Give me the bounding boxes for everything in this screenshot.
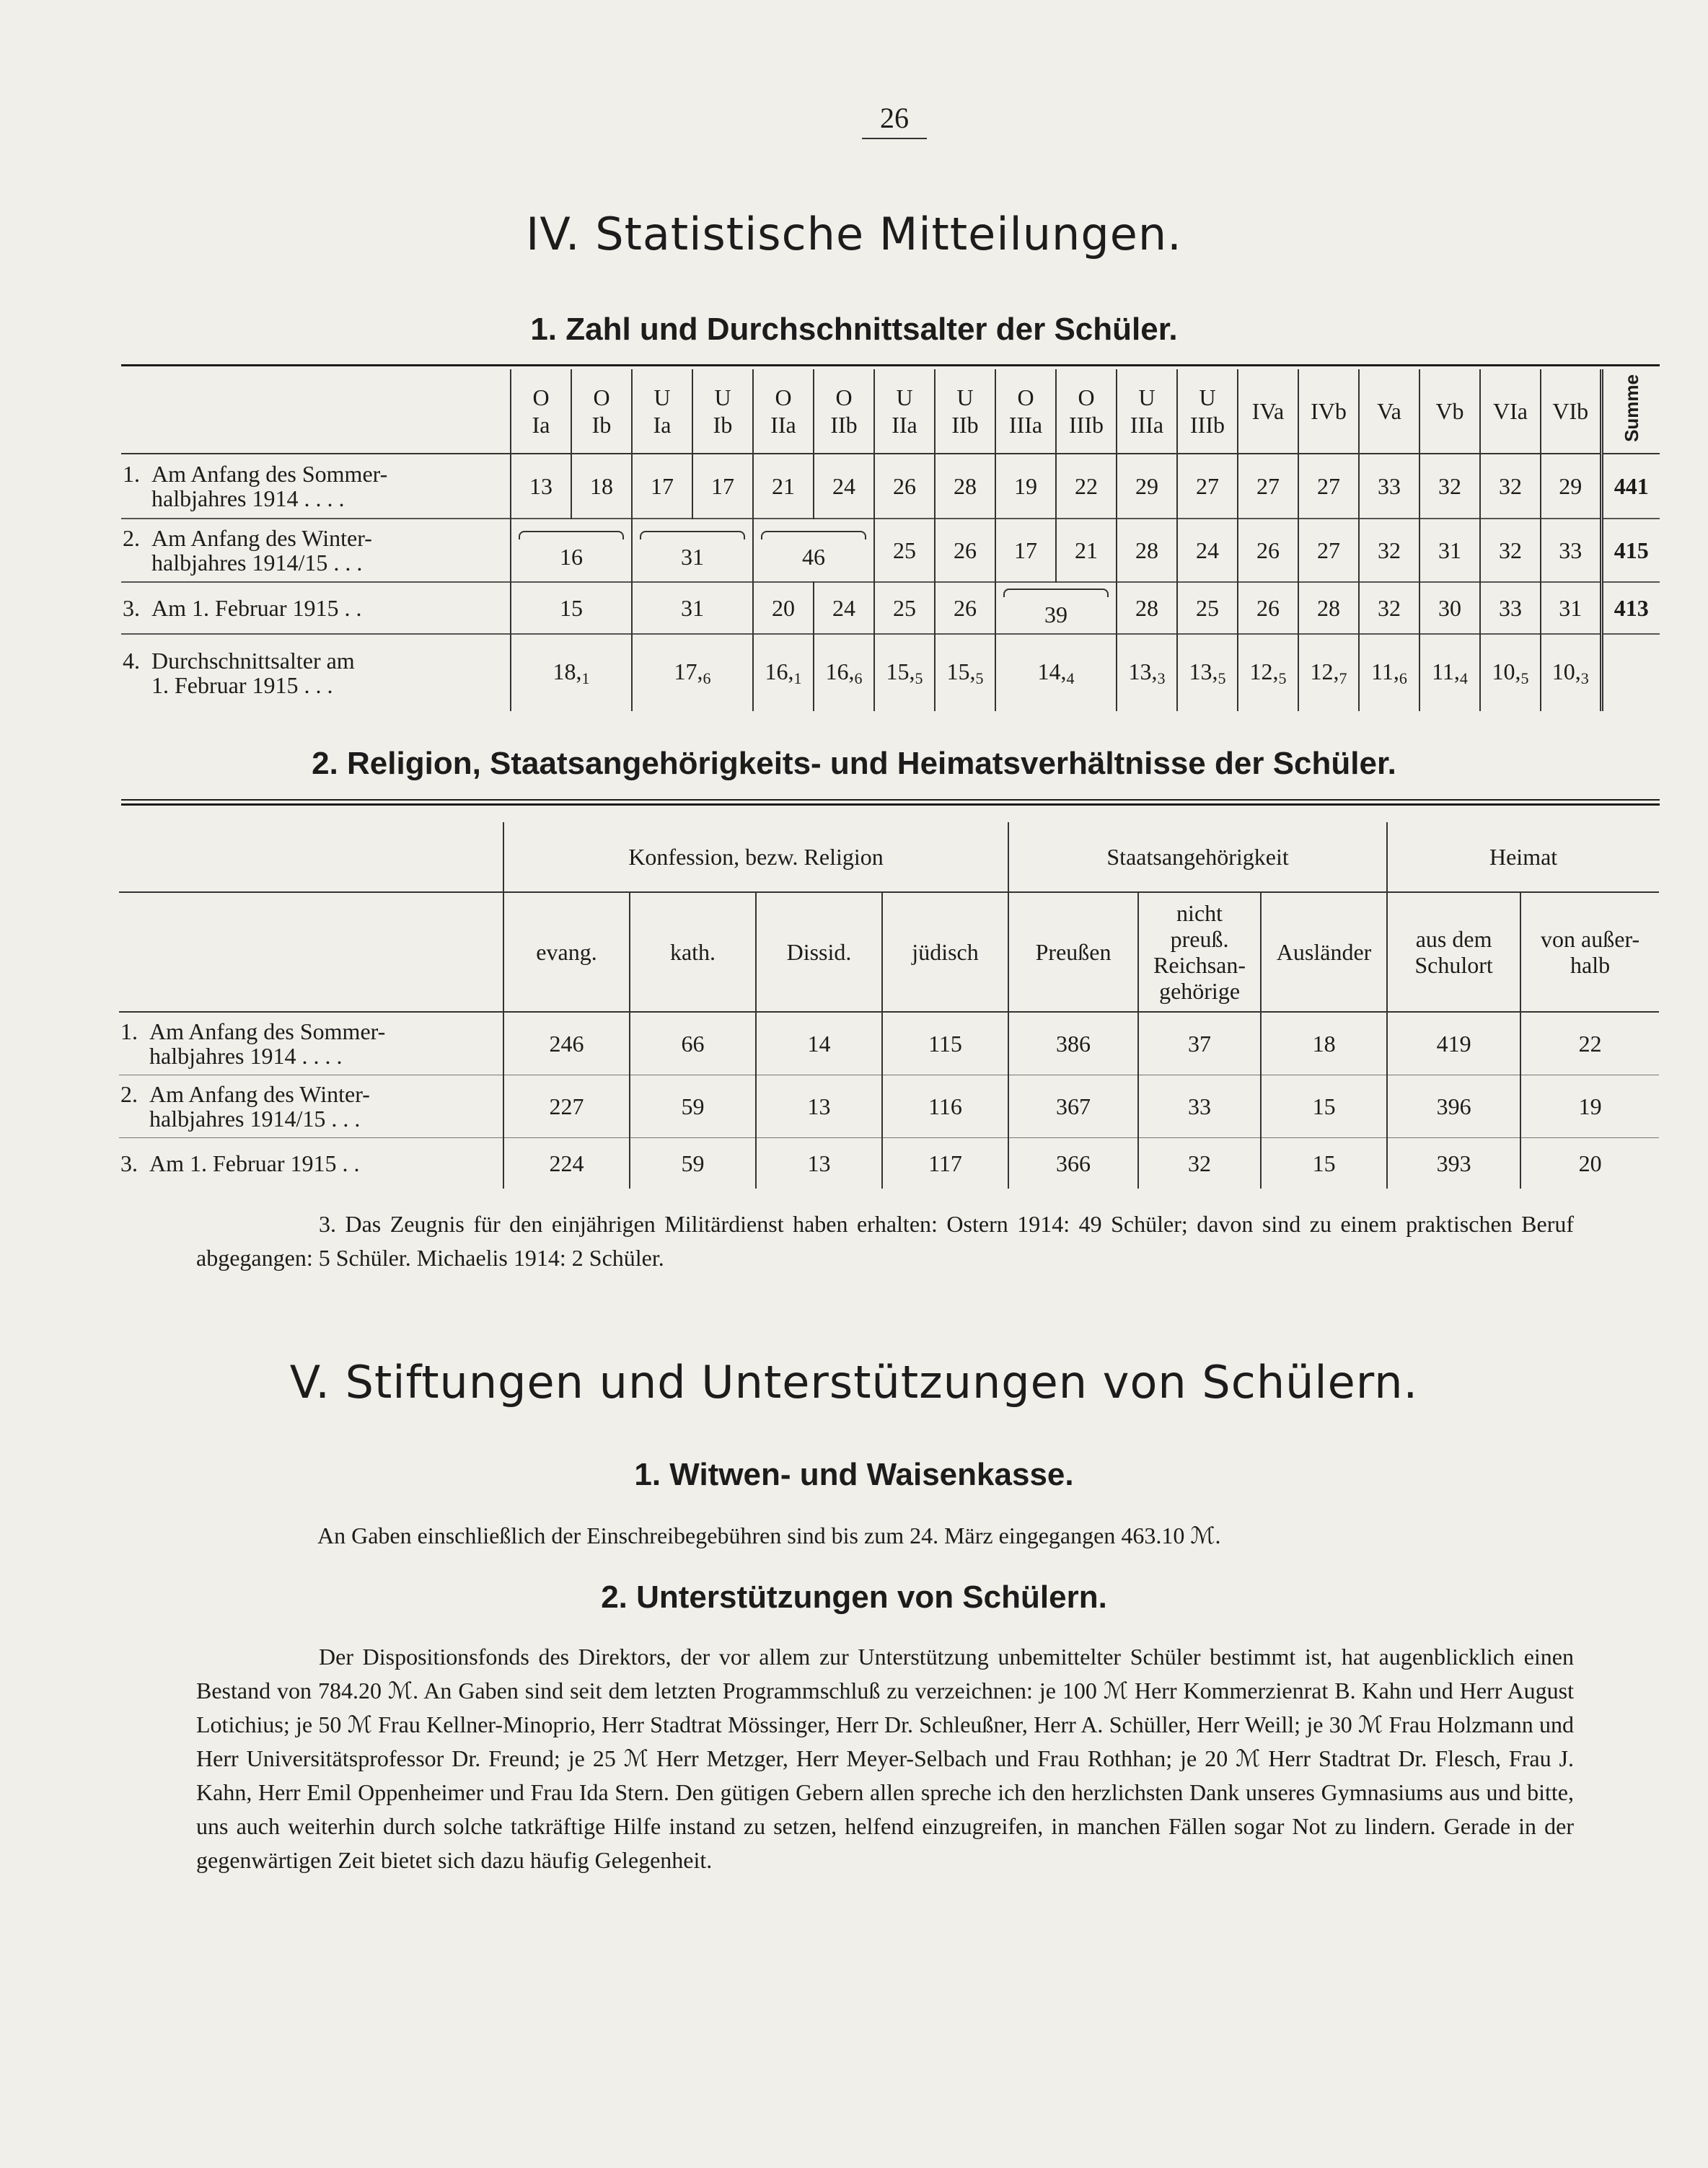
- age-cell: $12,_5$: [1238, 634, 1298, 711]
- cell: 115: [882, 1012, 1008, 1075]
- cell: 20: [753, 582, 814, 634]
- cell: 59: [630, 1138, 756, 1189]
- age-cell: $15,_5$: [935, 634, 995, 711]
- cell: 14: [756, 1012, 882, 1075]
- col-head-OIIb: O IIb: [814, 369, 874, 454]
- col-head-VIa: VIa: [1480, 369, 1541, 454]
- sum-cell: 441: [1601, 454, 1660, 519]
- cell: 27: [1177, 454, 1238, 519]
- cell: 31: [1419, 519, 1480, 582]
- cell: 367: [1008, 1075, 1138, 1138]
- col-head-UIa: U Ia: [632, 369, 692, 454]
- row-label: 3. Am 1. Februar 1915 . .: [123, 595, 362, 621]
- age-cell: $13,_5$: [1177, 634, 1238, 711]
- group-head-heimat: Heimat: [1387, 822, 1659, 892]
- cell: 32: [1419, 454, 1480, 519]
- cell: 15: [1261, 1075, 1387, 1138]
- age-cell: $15,_5$: [874, 634, 935, 711]
- cell: 15: [1261, 1138, 1387, 1189]
- sum-cell: 415: [1601, 519, 1660, 582]
- section-title-statistics: IV. Statistische Mitteilungen.: [526, 208, 1182, 260]
- age-cell: $17,_6$: [632, 634, 753, 711]
- cell-merged: 31: [632, 519, 753, 582]
- cell: 18: [1261, 1012, 1387, 1075]
- table-header-row: [121, 369, 1660, 454]
- table-row: [119, 1138, 1659, 1189]
- table-row: [121, 519, 1660, 582]
- cell: 13: [756, 1138, 882, 1189]
- col-head-auslaender: Ausländer: [1261, 892, 1387, 1012]
- header-blank: [119, 822, 503, 892]
- table-top-rule: [121, 803, 1660, 806]
- col-head-schulort: aus dem Schulort: [1387, 892, 1520, 1012]
- col-head-preussen: Preußen: [1008, 892, 1138, 1012]
- section-title-foundations: V. Stiftungen und Unterstützungen von Schülern.: [289, 1356, 1419, 1409]
- cell: 26: [874, 454, 935, 519]
- cell: 28: [1298, 582, 1359, 634]
- table-row: [121, 454, 1660, 519]
- cell: 28: [1117, 519, 1177, 582]
- cell: 33: [1480, 582, 1541, 634]
- cell: 22: [1056, 454, 1117, 519]
- col-head-summe: Summe: [1601, 369, 1660, 454]
- cell: 32: [1138, 1138, 1261, 1189]
- row-label: 1. Am Anfang des Sommer- halbjahres 1914 . . . .: [119, 1012, 503, 1075]
- cell: 18: [571, 454, 632, 519]
- cell: 32: [1359, 519, 1419, 582]
- cell: 117: [882, 1138, 1008, 1189]
- cell: 27: [1298, 454, 1359, 519]
- col-head-evang: evang.: [503, 892, 630, 1012]
- paragraph-military-certificate: 3. Das Zeugnis für den einjährigen Militärdienst haben erhalten: Ostern 1914: 49 Schüler; davon sind zu einem praktischen Beruf abgegangen: 5 Schüler. Michaelis 1914: 2 Schüler.: [196, 1211, 1574, 1271]
- subsection-title-religion: 2. Religion, Staatsangehörigkeits- und Heimatsverhältnisse der Schüler.: [312, 746, 1396, 781]
- age-cell: $14,_4$: [995, 634, 1117, 711]
- cell-merged: 15: [511, 582, 632, 634]
- cell: 224: [503, 1138, 630, 1189]
- cell: 26: [935, 519, 995, 582]
- religion-citizenship-table: [119, 822, 1659, 1189]
- cell: 393: [1387, 1138, 1520, 1189]
- subsection-title-pupil-count: 1. Zahl und Durchschnittsalter der Schüler.: [530, 312, 1178, 347]
- col-head-OIb: O Ib: [571, 369, 632, 454]
- col-head-ausserhalb: von außer- halb: [1520, 892, 1659, 1012]
- cell: 116: [882, 1075, 1008, 1138]
- row-label: 3. Am 1. Februar 1915 . .: [120, 1150, 360, 1176]
- cell: 21: [1056, 519, 1117, 582]
- age-cell: $13,_3$: [1117, 634, 1177, 711]
- cell: 19: [995, 454, 1056, 519]
- cell: 25: [874, 519, 935, 582]
- paragraph-support: Der Dispositionsfonds des Direktors, der vor allem zur Unterstützung unbemittelter Schüler bestimmt ist, hat augenblicklich einen Bestand von 784.20 ℳ. An Gaben sind seit dem letzten Programmschluß zu verzeichnen: je 100 ℳ Herr Kommerzienrat B. Kahn und Herr August Lotichius; je 50 ℳ Frau Kellner-Minoprio, Herr Stadtrat Mössinger, Herr Dr. Schleußner, Herr A. Schüller, Herr Weill; je 30 ℳ Frau Holzmann und Herr Universitätsprofessor Dr. Freund; je 25 ℳ Herr Metzger, Herr Meyer-Selbach und Frau Rothhan; je 20 ℳ Herr Stadtrat Dr. Flesch, Frau J. Kahn, Herr Emil Oppenheimer und Frau Ida Stern. Den gütigen Gebern allen spreche ich den herzlichsten Dank unseres Gymnasiums aus und bitte, uns auch weiterhin durch solche tatkräftige Hilfe instand zu setzen, helfend einzugreifen, in manchen Fällen sogar Not zu lindern. Gerade in der gegenwärtigen Zeit bietet sich dazu häufig Gelegenheit.: [196, 1644, 1574, 1873]
- cell: 17: [995, 519, 1056, 582]
- col-head-UIIb: U IIb: [935, 369, 995, 454]
- cell: 26: [1238, 519, 1298, 582]
- group-header-row: [119, 822, 1659, 892]
- col-head-IVa: IVa: [1238, 369, 1298, 454]
- age-cell: $10,_5$: [1480, 634, 1541, 711]
- row-label: 2. Am Anfang des Winter- halbjahres 1914/15 . . .: [123, 525, 372, 576]
- cell: 26: [1238, 582, 1298, 634]
- cell: 28: [935, 454, 995, 519]
- cell: 27: [1238, 454, 1298, 519]
- col-head-kath: kath.: [630, 892, 756, 1012]
- col-head-OIIIa: O IIIa: [995, 369, 1056, 454]
- cell: 366: [1008, 1138, 1138, 1189]
- cell: 29: [1117, 454, 1177, 519]
- cell: 29: [1541, 454, 1601, 519]
- header-blank: [119, 892, 503, 1012]
- cell: 26: [935, 582, 995, 634]
- col-head-nicht-preussen: nicht preuß. Reichsan- gehörige: [1138, 892, 1261, 1012]
- col-head-UIIa: U IIa: [874, 369, 935, 454]
- age-cell: $16,_1$: [753, 634, 814, 711]
- cell: 24: [814, 582, 874, 634]
- cell: 66: [630, 1012, 756, 1075]
- col-head-OIa: O Ia: [511, 369, 571, 454]
- cell: 24: [814, 454, 874, 519]
- table-top-rule: [121, 799, 1660, 801]
- subsection-title-support: 2. Unterstützungen von Schülern.: [601, 1579, 1107, 1615]
- cell: 17: [632, 454, 692, 519]
- cell: 37: [1138, 1012, 1261, 1075]
- col-head-IVb: IVb: [1298, 369, 1359, 454]
- col-head-VIb: VIb: [1541, 369, 1601, 454]
- cell: 33: [1359, 454, 1419, 519]
- table-row: [121, 634, 1660, 711]
- page-number: 26: [862, 101, 927, 139]
- col-head-OIIIb: O IIIb: [1056, 369, 1117, 454]
- cell: 17: [692, 454, 753, 519]
- subsection-title-widow-fund: 1. Witwen- und Waisenkasse.: [634, 1457, 1074, 1492]
- paragraph-widow-fund: An Gaben einschließlich der Einschreibegebühren sind bis zum 24. März eingegangen 463.10 ℳ.: [317, 1523, 1221, 1548]
- age-cell: $11,_4$: [1419, 634, 1480, 711]
- cell: 22: [1520, 1012, 1659, 1075]
- sum-cell: 413: [1601, 582, 1660, 634]
- cell: 246: [503, 1012, 630, 1075]
- table-row: [119, 1075, 1659, 1138]
- group-head-staat: Staatsangehörigkeit: [1008, 822, 1387, 892]
- cell: 33: [1138, 1075, 1261, 1138]
- cell: 33: [1541, 519, 1601, 582]
- age-cell: $18,_1$: [511, 634, 632, 711]
- cell: 24: [1177, 519, 1238, 582]
- table-row: [119, 1012, 1659, 1075]
- cell: 32: [1480, 454, 1541, 519]
- cell: 19: [1520, 1075, 1659, 1138]
- cell-merged: 31: [632, 582, 753, 634]
- pupil-count-table: [121, 369, 1660, 711]
- cell: 419: [1387, 1012, 1520, 1075]
- cell: 13: [756, 1075, 882, 1138]
- cell-merged: 16: [511, 519, 632, 582]
- age-cell: $10,_3$: [1541, 634, 1601, 711]
- row-label: 1. Am Anfang des Sommer- halbjahres 1914 . . . .: [123, 461, 388, 511]
- row-label: 2. Am Anfang des Winter- halbjahres 1914/15 . . .: [119, 1075, 503, 1138]
- sum-cell-empty: [1601, 634, 1660, 711]
- table-top-rule: [121, 364, 1660, 366]
- cell: 386: [1008, 1012, 1138, 1075]
- cell: 25: [1177, 582, 1238, 634]
- col-head-dissid: Dissid.: [756, 892, 882, 1012]
- cell: 59: [630, 1075, 756, 1138]
- table-row: [121, 582, 1660, 634]
- age-cell: $12,_7$: [1298, 634, 1359, 711]
- col-head-UIb: U Ib: [692, 369, 753, 454]
- cell: 396: [1387, 1075, 1520, 1138]
- age-cell: $16,_6$: [814, 634, 874, 711]
- cell-merged: 46: [753, 519, 874, 582]
- row-label: 4. Durchschnittsalter am 1. Februar 1915 . . .: [123, 648, 355, 698]
- age-cell: $11,_6$: [1359, 634, 1419, 711]
- col-head-juedisch: jüdisch: [882, 892, 1008, 1012]
- sub-header-row: [119, 892, 1659, 1012]
- col-head-Vb: Vb: [1419, 369, 1480, 454]
- cell: 25: [874, 582, 935, 634]
- cell: 28: [1117, 582, 1177, 634]
- cell: 32: [1480, 519, 1541, 582]
- header-blank: [121, 369, 511, 454]
- col-head-UIIIa: U IIIa: [1117, 369, 1177, 454]
- cell: 32: [1359, 582, 1419, 634]
- cell: 21: [753, 454, 814, 519]
- cell: 227: [503, 1075, 630, 1138]
- cell: 31: [1541, 582, 1601, 634]
- cell-merged: 39: [995, 582, 1117, 634]
- cell: 13: [511, 454, 571, 519]
- col-head-OIIa: O IIa: [753, 369, 814, 454]
- group-head-konfession: Konfession, bezw. Religion: [503, 822, 1008, 892]
- cell: 30: [1419, 582, 1480, 634]
- cell: 20: [1520, 1138, 1659, 1189]
- col-head-Va: Va: [1359, 369, 1419, 454]
- col-head-UIIIb: U IIIb: [1177, 369, 1238, 454]
- cell: 27: [1298, 519, 1359, 582]
